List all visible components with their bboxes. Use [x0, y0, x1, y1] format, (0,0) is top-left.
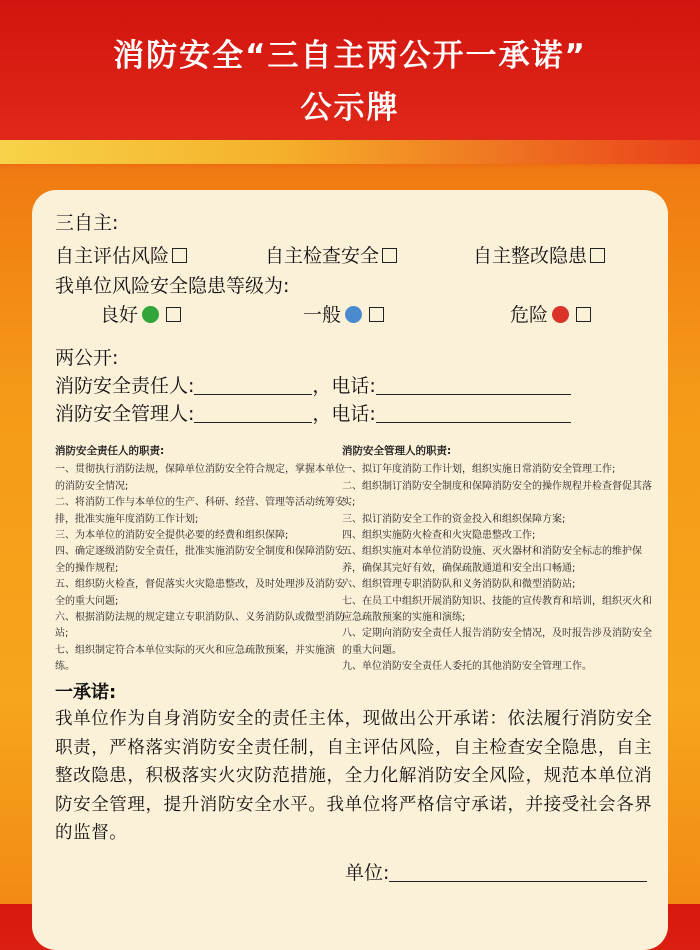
level-good: 良好 [100, 300, 181, 327]
checkbox[interactable] [576, 307, 591, 322]
duty-item: 三、为本单位的消防安全提供必要的经费和组织保障; [55, 530, 289, 542]
checkbox[interactable] [369, 307, 384, 322]
item-hazard-fix: 自主整改隐患 [473, 241, 605, 268]
checkbox[interactable] [172, 248, 187, 263]
risk-level-label: 我单位风险安全隐患等级为: [55, 275, 290, 297]
duty-item: 五、组织防火检查，督促落实火灾隐患整改，及时处理涉及消防安全的重大问题; [55, 579, 345, 607]
decorative-stripe [0, 140, 700, 164]
checkbox[interactable] [382, 248, 397, 263]
duty-item: 五、组织实施对本单位消防设施、灭火器材和消防安全标志的维护保养，确保其完好有效，确保疏散通道和安全出口畅通; [342, 546, 642, 574]
duty-item: 七、在员工中组织开展消防知识、技能的宣传教育和培训，组织灭火和应急疏散预案的实施和演练; [342, 595, 652, 624]
frown-face-icon [552, 306, 569, 323]
neutral-face-icon [345, 306, 362, 323]
item-risk-assessment: 自主评估风险 [55, 241, 187, 268]
duty-item: 三、拟订消防安全工作的资金投入和组织保障方案; [342, 513, 566, 525]
commitment-text: 我单位作为自身消防安全的责任主体，现做出公开承诺：依法履行消防安全职责，严格落实消防安全责任制，自主评估风险，自主检查安全隐患，自主整改隐患，积极落实火灾防范措施，全力化解消防安全风险，规范本单位消防安全管理，提升消防安全水平。我单位将严格信守承诺，并接受社会各界的监督。 [55, 709, 653, 844]
smile-face-icon [142, 306, 159, 323]
duties-heading: 消防安全管理人的职责: [342, 445, 452, 457]
duty-item: 四、确定逐级消防安全责任，批准实施消防安全制度和保障消防安全的操作规程; [55, 546, 345, 574]
responsible-person-row: 消防安全责任人: ，电话: [55, 371, 571, 398]
level-danger: 危险 [510, 300, 591, 327]
phone-field[interactable] [376, 377, 571, 395]
checkbox[interactable] [166, 307, 181, 322]
duty-item: 一、贯彻执行消防法规，保障单位消防安全符合规定，掌握本单位的消防安全情况; [55, 464, 345, 492]
duty-item: 四、组织实施防火检查和火灾隐患整改工作; [342, 530, 536, 542]
title-line2: 公示牌 [300, 90, 400, 126]
name-field[interactable] [194, 377, 312, 395]
duties-heading: 消防安全责任人的职责: [55, 445, 165, 457]
duty-item: 六、组织管理专职消防队和义务消防队和微型消防站; [342, 579, 576, 591]
manager-duties [342, 443, 654, 676]
liang-gongkai-heading: 两公开: [55, 347, 119, 369]
duty-item: 一、拟订年度消防工作计划，组织实施日常消防安全管理工作; [342, 464, 616, 476]
duty-item: 七、组织制定符合本单位实际的灭火和应急疏散预案，并实施演练。 [55, 644, 335, 673]
item-safety-check: 自主检查安全 [265, 241, 397, 268]
duty-item: 二、组织制订消防安全制度和保障消防安全的操作规程并检查督促其落实; [342, 480, 652, 509]
duty-item: 二、将消防工作与本单位的生产、科研、经营、管理等活动统筹安排，批准实施年度消防工作计划; [55, 497, 345, 525]
title-line1: 消防安全“三自主两公开一承诺” [113, 38, 587, 74]
manager-person-row: 消防安全管理人: ，电话: [55, 399, 571, 426]
phone-field[interactable] [376, 405, 571, 423]
duty-item: 九、单位消防安全责任人委托的其他消防安全管理工作。 [342, 661, 592, 673]
unit-row: 单位: [345, 858, 647, 885]
level-normal: 一般 [303, 300, 384, 327]
yi-chengnuo-heading: 一承诺: [55, 682, 117, 703]
unit-field[interactable] [389, 864, 647, 882]
responsible-duties [55, 443, 345, 676]
checkbox[interactable] [590, 248, 605, 263]
duty-item: 八、定期向消防安全责任人报告消防安全情况，及时报告涉及消防安全的重大问题。 [342, 628, 652, 656]
san-zizhu-heading: 三自主: [55, 212, 119, 234]
duty-item: 六、根据消防法规的规定建立专职消防队、义务消防队或微型消防站; [55, 612, 345, 640]
name-field[interactable] [194, 405, 312, 423]
